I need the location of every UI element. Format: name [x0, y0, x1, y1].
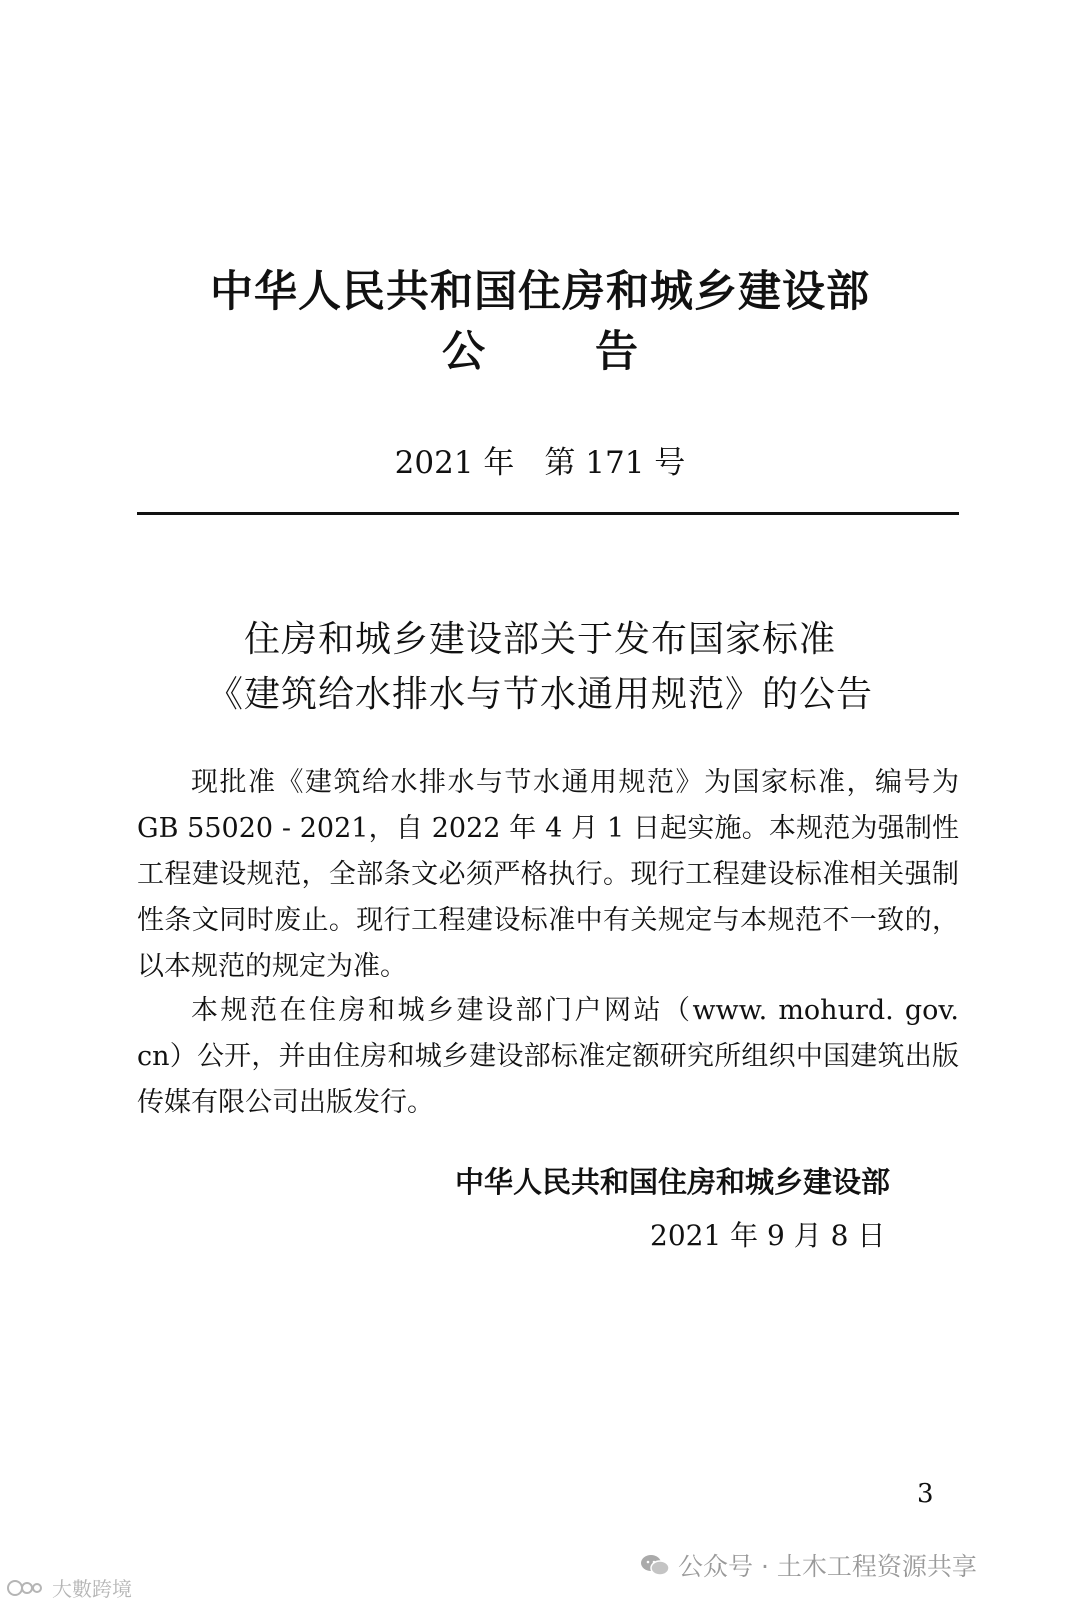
wechat-icon: [640, 1553, 670, 1577]
watermark-account: [640, 1547, 977, 1583]
brand-logo-icon: [6, 1578, 48, 1598]
notice-char-1: 公: [442, 327, 485, 377]
issue-number-line: [0, 437, 1080, 482]
issue-number: 第 171 号: [544, 445, 686, 481]
notice-label: [0, 318, 1080, 379]
signature-org: 中华人民共和国住房和城乡建设部: [455, 1165, 891, 1199]
watermark-account-text: 公众号 · 土木工程资源共享: [678, 1552, 977, 1581]
header-divider: [137, 512, 959, 515]
body-paragraph-1: 现批准《建筑给水排水与节水通用规范》为国家标准，编号为 GB 55020 - 2021，自 2022 年 4 月 1 日起实施。本规范为强制性工程建设规范，全部条文必须严格执行。现行工程建设标准相关强制性条文同时废止。现行工程建设标准中有关规定与本规范不一致的，以本规范的规定为准。: [137, 767, 959, 982]
notice-char-2: 告: [595, 327, 638, 377]
subtitle-line-2: 《建筑给水排水与节水通用规范》的公告: [206, 674, 873, 715]
body-paragraph-2: 本规范在住房和城乡建设部门户网站（www. mohurd. gov. cn）公开，并由住房和城乡建设部标准定额研究所组织中国建筑出版传媒有限公司出版发行。: [137, 995, 959, 1118]
watermark-brand-text: 大數跨境: [52, 1577, 132, 1601]
org-title: 中华人民共和国住房和城乡建设部: [210, 267, 870, 317]
signature-date: 2021 年 9 月 8 日: [650, 1219, 886, 1252]
watermark-brand: [6, 1573, 132, 1602]
page-number: 3: [917, 1479, 934, 1509]
subtitle-line-1: 住房和城乡建设部关于发布国家标准: [243, 619, 836, 660]
issue-year: 2021 年: [394, 445, 515, 481]
